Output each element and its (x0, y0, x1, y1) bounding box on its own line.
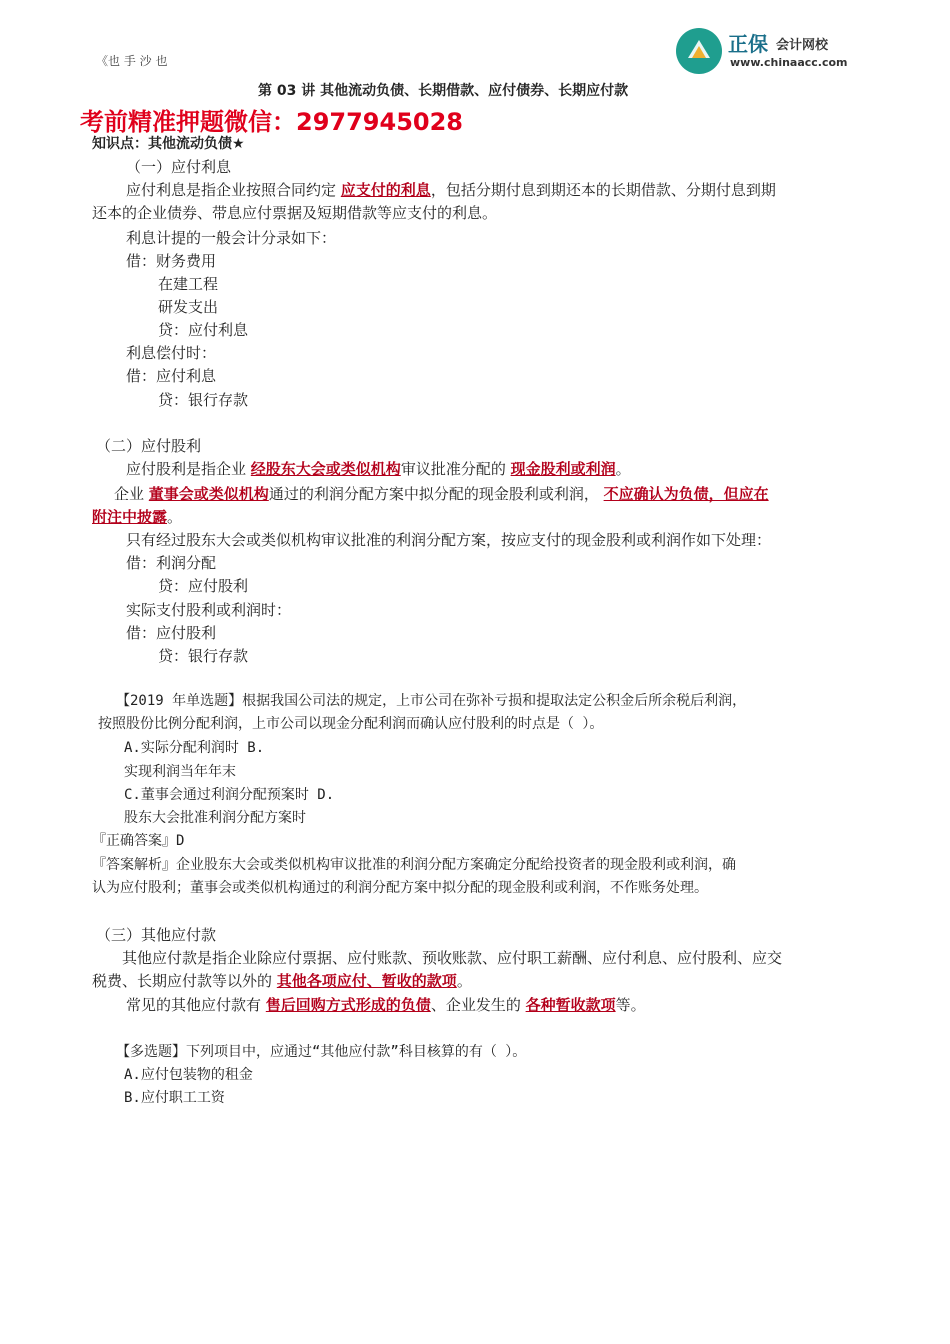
q1-answer: 『正确答案』D (92, 833, 185, 849)
text-run: 常见的其他应付款有 (126, 996, 262, 1014)
sec3-paragraph-1-cont (92, 970, 472, 992)
journal-entry: 在建工程 (158, 275, 219, 293)
sec2-heading: （二）应付股利 (96, 437, 202, 455)
text-run: 应付股利是指企业 (126, 460, 247, 478)
sec2-paragraph-2-cont (92, 506, 182, 528)
text-run: ，包括分期付息到期还本的长期借款、分期付息到期 (430, 181, 776, 199)
sec2-paragraph-2 (114, 483, 769, 505)
q2-stem: 【多选题】下列项目中，应通过“其他应付款”科目核算的有（ ）。 (116, 1044, 527, 1060)
sec2-paragraph-1 (126, 458, 631, 480)
journal-entry: 贷：应付利息 (158, 321, 249, 339)
text-run: 企业 (114, 485, 145, 503)
text-run: 审议批准分配的 (400, 460, 506, 478)
q1-option: 股东大会批准利润分配方案时 (124, 810, 306, 826)
q2-option: A.应付包装物的租金 (124, 1067, 253, 1083)
highlight-term: 应支付的利息 (340, 181, 431, 199)
highlight-term: 不应确认为负债，但应在 (603, 485, 769, 503)
journal-entry: 借：应付股利 (126, 624, 217, 642)
highlight-term: 董事会或类似机构 (148, 485, 269, 503)
sec2-paragraph-4: 实际支付股利或利润时： (126, 601, 292, 619)
logo-url: www.chinaacc.com (730, 56, 848, 69)
text-run: 。 (615, 460, 631, 478)
q1-option: C.董事会通过利润分配预案时 D. (124, 787, 335, 803)
promo-banner: 考前精准押题微信：2977945028 (80, 108, 463, 136)
q1-analysis: 认为应付股利；董事会或类似机构通过的利润分配方案中拟分配的现金股利或利润，不作账务处理。 (92, 880, 708, 896)
header-fragment: 《也 手 沙 也 (96, 54, 168, 68)
journal-entry: 研发支出 (158, 298, 219, 316)
highlight-term: 售后回购方式形成的负债 (265, 996, 431, 1014)
journal-entry: 贷：银行存款 (158, 647, 249, 665)
sec1-paragraph-1 (126, 179, 776, 201)
text-run: 、企业发生的 (430, 996, 521, 1014)
sec1-heading: （一）应付利息 (126, 158, 232, 176)
highlight-term: 其他各项应付、暂收的款项 (276, 972, 457, 990)
journal-entry: 借：应付利息 (126, 367, 217, 385)
sec1-paragraph-3: 利息偿付时： (126, 344, 217, 362)
logo-icon (676, 28, 722, 74)
sec2-paragraph-3: 只有经过股东大会或类似机构审议批准的利润分配方案，按应支付的现金股利或利润作如下处理： (126, 531, 772, 549)
highlight-term: 现金股利或利润 (510, 460, 616, 478)
sec3-heading: （三）其他应付款 (96, 926, 217, 944)
highlight-term: 各种暂收款项 (525, 996, 616, 1014)
q1-option: 实现利润当年年末 (124, 764, 236, 780)
site-logo (676, 26, 876, 76)
journal-entry: 借：财务费用 (126, 252, 217, 270)
text-run: 通过的利润分配方案中拟分配的现金股利或利润， (268, 485, 599, 503)
text-run: 等。 (615, 996, 646, 1014)
lecture-title: 第 03 讲 其他流动负债、长期借款、应付债券、长期应付款 (258, 83, 629, 99)
q2-option: B.应付职工工资 (124, 1090, 225, 1106)
sec3-paragraph-1: 其他应付款是指企业除应付票据、应付账款、预收账款、应付职工薪酬、应付利息、应付股利、应交 (122, 949, 783, 967)
q1-option: A.实际分配利润时 B. (124, 740, 265, 756)
highlight-term: 经股东大会或类似机构 (250, 460, 401, 478)
journal-entry: 借：利润分配 (126, 554, 217, 572)
highlight-term: 附注中披露 (92, 508, 168, 526)
text-run: 。 (167, 508, 183, 526)
knowledge-point-heading: 知识点：其他流动负债★ (92, 136, 245, 152)
logo-brand-sub: 会计网校 (776, 38, 829, 53)
q1-analysis: 『答案解析』企业股东大会或类似机构审议批准的利润分配方案确定分配给投资者的现金股利或利润，确 (92, 857, 736, 873)
sec3-paragraph-2 (126, 994, 646, 1016)
text-run: 。 (456, 972, 472, 990)
text-run: 税费、长期应付款等以外的 (92, 972, 273, 990)
logo-brand: 正保 (728, 32, 768, 56)
journal-entry: 贷：银行存款 (158, 391, 249, 409)
q1-stem: 按照股份比例分配利润，上市公司以现金分配利润而确认应付股利的时点是（ ）。 (98, 716, 604, 732)
sec1-paragraph-1-cont: 还本的企业债券、带息应付票据及短期借款等应支付的利息。 (92, 204, 498, 222)
sec1-paragraph-2: 利息计提的一般会计分录如下： (126, 229, 337, 247)
journal-entry: 贷：应付股利 (158, 577, 249, 595)
q1-stem: 【2019 年单选题】根据我国公司法的规定，上市公司在弥补亏损和提取法定公积金后所余税后利润， (116, 693, 747, 709)
text-run: 应付利息是指企业按照合同约定 (126, 181, 337, 199)
